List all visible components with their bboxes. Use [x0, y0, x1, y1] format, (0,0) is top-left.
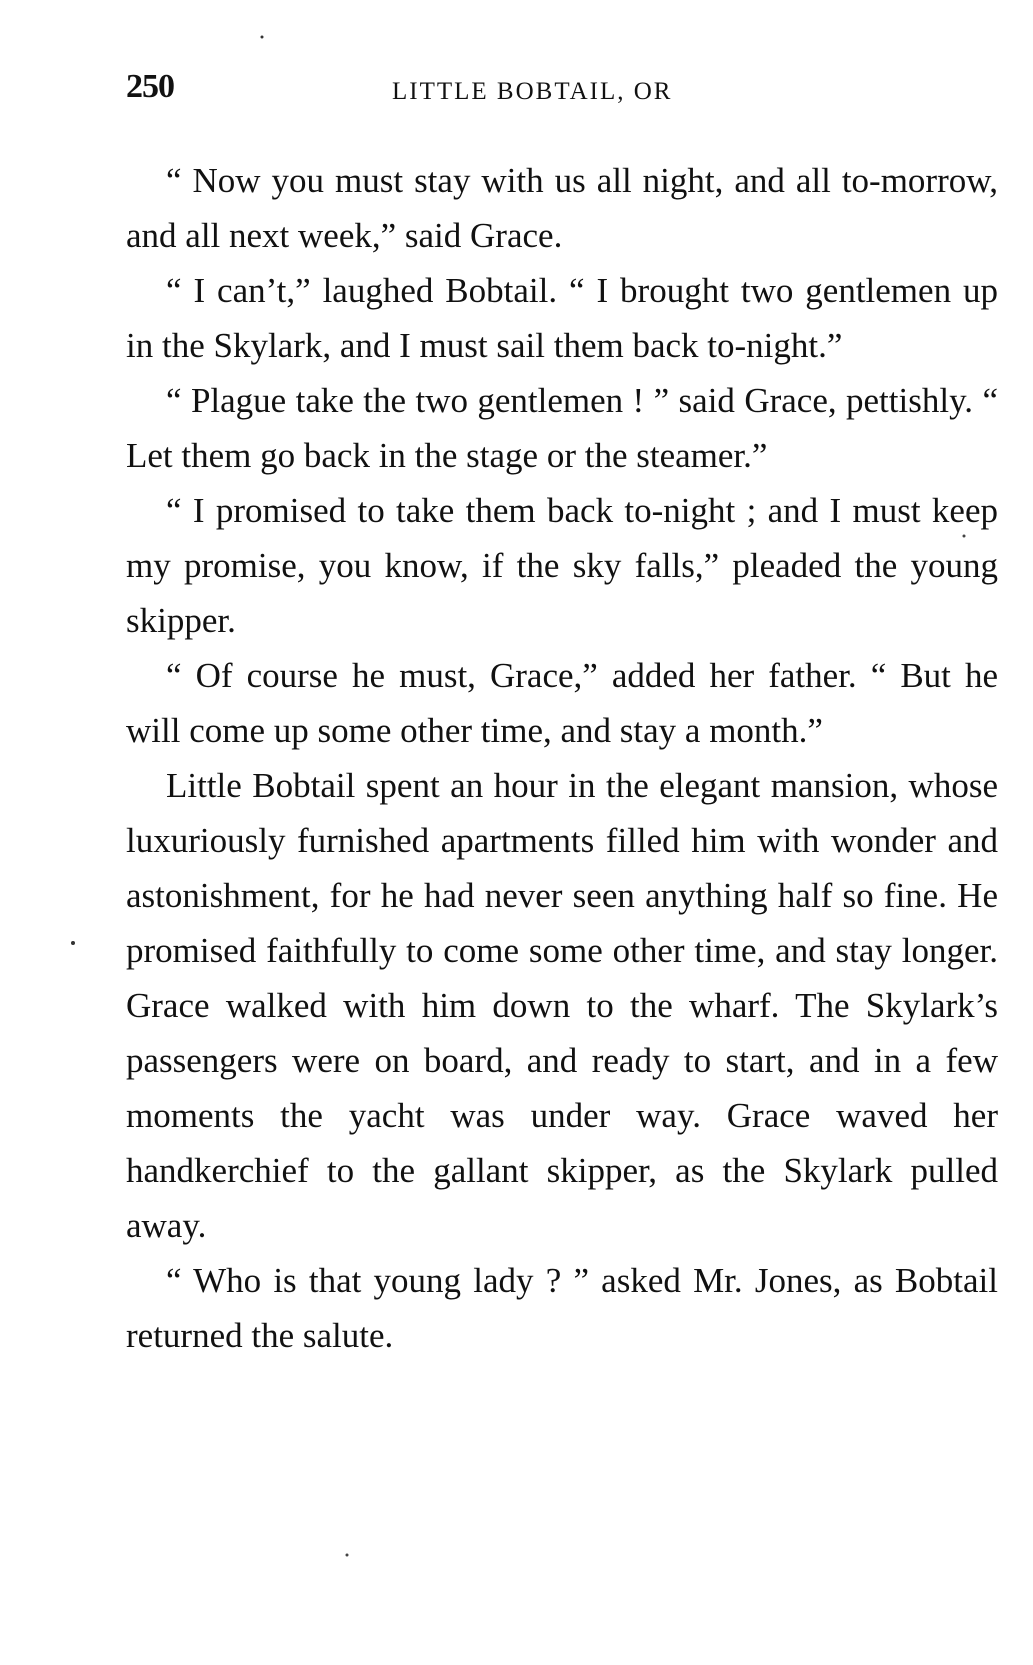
paragraph: “ Plague take the two gentlemen ! ” said Grace, pettishly. “ Let them go back in the stage or the steamer.”	[126, 381, 998, 475]
body-text	[126, 153, 998, 1363]
paragraph: “ I promised to take them back to-night ; and I must keep my promise, you know, if the sky falls,” pleaded the young skipper.	[126, 491, 998, 640]
paragraph: “ Of course he must, Grace,” added her father. “ But he will come up some other time, and stay a month.”	[126, 656, 998, 750]
running-head: LITTLE BOBTAIL, OR	[392, 78, 673, 105]
ink-speck	[71, 941, 75, 945]
page-header	[126, 68, 996, 118]
ink-speck	[261, 36, 264, 39]
page-number: 250	[126, 68, 174, 105]
paragraph: “ Now you must stay with us all night, and all to-morrow, and all next week,” said Grace.	[126, 161, 998, 255]
paragraph: “ Who is that young lady ? ” asked Mr. Jones, as Bobtail returned the salute.	[126, 1261, 998, 1355]
paragraph: Little Bobtail spent an hour in the elegant mansion, whose luxuriously furnished apartments filled him with wonder and astonishment, for he had never seen anything half so fine. He promised faithfully to come some other time, and stay longer. Grace walked with him down to the wharf. The Skylark’s passengers were on board, and ready to start, and in a few moments the yacht was under way. Grace waved her handkerchief to the gallant skipper, as the Skylark pulled away.	[126, 766, 998, 1245]
paragraph: “ I can’t,” laughed Bobtail. “ I brought two gentlemen up in the Skylark, and I must sail them back to-night.”	[126, 271, 998, 365]
ink-speck	[346, 1554, 349, 1557]
